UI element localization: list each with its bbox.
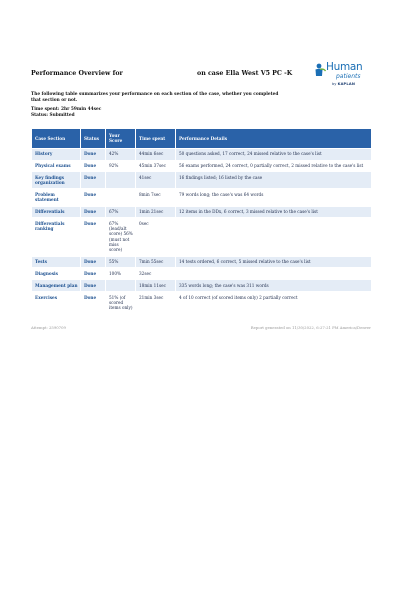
table-row: [32, 218, 372, 256]
performance-table: [31, 128, 372, 315]
score-cell: 100%: [106, 268, 136, 280]
column-header-status: Status: [81, 128, 106, 148]
details-cell: 4 of 10 correct (of scored items only) 2 partially correct: [176, 292, 372, 314]
case-title: on case Ella West V5 PC -K: [197, 70, 293, 77]
score-cell: 51% (of scored items only): [106, 292, 136, 314]
table-header-row: [32, 128, 372, 148]
section-cell: History: [32, 148, 81, 160]
column-header-time: Time spent: [136, 128, 176, 148]
table-row: [32, 160, 372, 172]
status-cell: Done: [81, 256, 106, 268]
section-cell: Problem statement: [32, 189, 81, 206]
score-cell: 67% (lead/alt score) 56% (must not miss score): [106, 218, 136, 256]
score-cell: 42%: [106, 148, 136, 160]
status-label: Status:: [31, 112, 48, 118]
logo-kaplan-text: [332, 82, 355, 86]
score-cell: 55%: [106, 256, 136, 268]
column-header-section: Case Section: [32, 128, 81, 148]
section-cell: Differentials ranking: [32, 218, 81, 256]
table-row: [32, 172, 372, 189]
table-body: [32, 148, 372, 314]
time-cell: 0sec: [136, 218, 176, 256]
table-row: [32, 268, 372, 280]
score-cell: [106, 189, 136, 206]
summary-text: The following table summarizes your performance on each section of the case, whether you completed that section or not.: [31, 92, 279, 103]
table-row: [32, 189, 372, 206]
status-cell: Done: [81, 206, 106, 218]
table-row: [32, 292, 372, 314]
column-header-details: Performance Details: [176, 128, 372, 148]
details-cell: 56 exams performed, 24 correct, 0 partially correct, 2 missed relative to the case's list: [176, 160, 372, 172]
status-value: Submitted: [49, 112, 75, 118]
details-cell: 16 findings listed; 16 listed by the case: [176, 172, 372, 189]
status-cell: Done: [81, 148, 106, 160]
time-cell: 7min 55sec: [136, 256, 176, 268]
section-cell: Diagnosis: [32, 268, 81, 280]
details-cell: [176, 218, 372, 256]
report-page: [31, 62, 371, 333]
details-cell: 14 tests ordered, 6 correct, 5 missed relative to the case's list: [176, 256, 372, 268]
logo-sub-text: patients: [336, 73, 361, 80]
logo-by-text: by: [332, 82, 337, 86]
score-cell: 67%: [106, 206, 136, 218]
ihuman-logo-icon: [314, 63, 326, 77]
table-row: [32, 256, 372, 268]
report-header: [31, 62, 371, 92]
time-spent-label: Time spent:: [31, 107, 60, 113]
status-cell: Done: [81, 280, 106, 292]
attempt-id: Attempt: 2590709: [31, 325, 66, 331]
status-cell: Done: [81, 218, 106, 256]
time-spent-value: 2hr 59min 44sec: [60, 107, 102, 113]
details-cell: 79 words long; the case's was 64 words: [176, 189, 372, 206]
generated-timestamp: Report generated on 11/30/2022, 6:27:21 PM America/Denver: [250, 325, 371, 331]
status-cell: Done: [81, 292, 106, 314]
details-cell: 50 questions asked, 17 correct, 24 missed relative to the case's list: [176, 148, 372, 160]
score-cell: [106, 280, 136, 292]
score-cell: 92%: [106, 160, 136, 172]
time-cell: 8min 7sec: [136, 189, 176, 206]
table-row: [32, 280, 372, 292]
score-cell: [106, 172, 136, 189]
status-cell: Done: [81, 172, 106, 189]
section-cell: Differentials: [32, 206, 81, 218]
details-cell: 335 words long; the case's was 311 words: [176, 280, 372, 292]
status-cell: Done: [81, 160, 106, 172]
section-cell: Management plan: [32, 280, 81, 292]
status-line: [31, 113, 371, 119]
time-cell: 21min 3sec: [136, 292, 176, 314]
time-cell: 44min 6sec: [136, 148, 176, 160]
section-cell: Key findings organization: [32, 172, 81, 189]
section-cell: Exercises: [32, 292, 81, 314]
table-row: [32, 148, 372, 160]
status-cell: Done: [81, 189, 106, 206]
time-cell: 41sec: [136, 172, 176, 189]
time-cell: 1min 21sec: [136, 206, 176, 218]
logo-kaplan-brand: KAPLAN: [337, 82, 356, 86]
section-cell: Tests: [32, 256, 81, 268]
ihuman-logo: [314, 62, 374, 92]
report-title: Performance Overview for: [31, 70, 123, 77]
logo-brand-text: Human: [326, 61, 363, 73]
details-cell: [176, 268, 372, 280]
status-cell: Done: [81, 268, 106, 280]
report-footer: [31, 325, 371, 333]
time-cell: 45min 37sec: [136, 160, 176, 172]
time-cell: 18min 11sec: [136, 280, 176, 292]
column-header-score: Your Score: [106, 128, 136, 148]
details-cell: 12 items in the DDx, 6 correct, 3 missed relative to the case's list: [176, 206, 372, 218]
report-meta: [31, 107, 371, 119]
section-cell: Physical exams: [32, 160, 81, 172]
time-cell: 32sec: [136, 268, 176, 280]
table-row: [32, 206, 372, 218]
